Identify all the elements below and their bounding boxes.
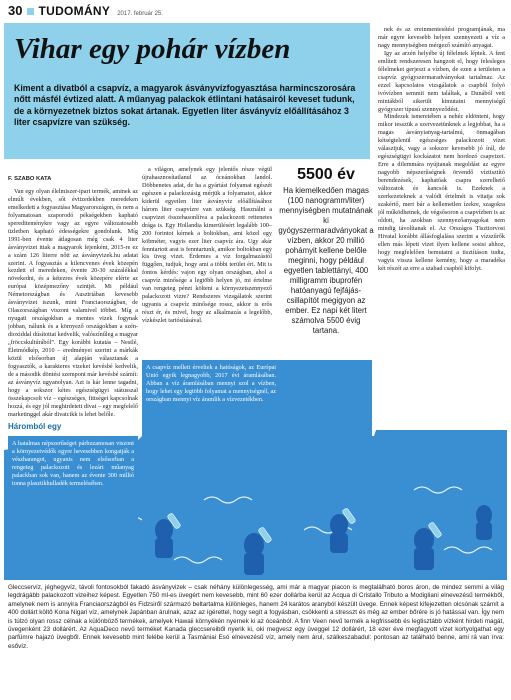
- subheading: Háromból egy: [8, 421, 62, 431]
- article-title: Vihar egy pohár vízben: [14, 33, 291, 65]
- page-header: [8, 3, 163, 19]
- bottom-paragraph: Gleccservíz, jéghegyvíz, távoli fontosokból fakadó ásványvizek – csak néhány különlegesség, ami már a magyar piacon is megtalálható boros áron, de mindez semmi a világ legdrágább palackozott vizeihez képest. Egyetlen 750 ml-es üvegért nem kevesebb, mint 60 ezer dollárba kerül az Acqua di Cristallo Tributo a Modigliani elnevezésű termékből, amelynek nem is annyira Franciaországból és Fidzsiről származó beltartalma különleges, hanem 24 karátos aranyból készült üvege. Ennek képest kifejezetten olcsónak számít a 400 dollárt költő Kona Nigari víz, amelynek Japánban árulnak, azaz az ígérettel, hogy segít a fogyásban, csökkenti a stresszt és még az ember bőrére is jó hatással van. Így nem is túlzó olyan rossz célnak a különböző termékek, amelyek Hawaii környékén nyernek ki az óceánból. A finn Veen nevű termék a legfrissebb és legtisztább vízként hirdeti magát, üvegenként 23 dollárért. Az AquaDeco nevű terméket Kanada gleccsereiből nyerik ki, oki megvesz egy üveggel 12 dollárért, 18 ezer éve megfagyott vizet kortyolgathat egy parfümre hajazó üvegből. Ennek kevesebb mint felébe kerül a Tasmániai Esó elnevezésű víz, amely nem árul, szálkeszabadul: pontosan az található benne, ami rá van írva: esővíz.: [8, 584, 504, 650]
- page-number: 30: [8, 3, 23, 18]
- col4-paragraph: Mindezek ismeretében a nehéz eldönteni, hogy mikor tesszük a szervezetünknek a legjobbat, ha a magas ásványianyag-tartalmú, önmagában kétségtelenül egészséges palackozott vizet választjuk, vagy a sokszor kevesebb jó írál, de egészségügyi kockázatot nem hordozó csapvizet. Erre a dilemmára nyújtanak megoldást az egyre nagyobb népszerűségnek örvendő víztisztító berendezések, kaphatóak csapra szerelhető változatok és kancsók is. Ezeknek a szerkezeteknek a valódi értelmét is vitatja sok szakértő, mert bár a kellemetlen ízekre, szagokra jól működhetnek, de végsősoron a csapvízben is az oldott, ha azokban szennyezőanyagokat nem mindig távolítanak el. Az Országos Tisztiorvosi Hivatal korábbi állásfoglalása szerint a vízszűrők ellen más lépett vizet ilyen kellene sosisi ahhoz, hogy megfelelően bemutatni a tisztításon tudta, vagyis vissza kellene kemény, hogy a maradéka két részét az erre a szabad csapból kifolyt.: [378, 113, 505, 272]
- pull-quote-text: Ha kiemelkedően magas (100 nanogramm/liter) mennyiségben mutatnának ki gyógyszermaradványokat a vízben, akkor 20 millió pohámyit kellene belőle meginni, hogy például egyetlen tablettányi, 400 milligramm ibuprofén hatóanyagú fejfájás-csillapítót megigyon az ember. Ez napi két litert számolva 5500 évig tartana.: [278, 186, 374, 335]
- col1-paragraph: Van egy olyan élelmiszer-ipari termék, aminek az elmúlt években, sőt évtizedekben meredeken emelkedett a fogyasztása Magyarországon, és nem a folyamatosan szaporodó pékségekben kapható sperediteménykre vagy az egyre változatosabb üzletben kapható édességekre gondolunk. Míg 1991-ben évente átlagosan még csak 4 liter ásványvizet ittak a magyarok fejenként, 2015-re ez a szám 126 literre nőtt az ásványvizek.hu adatai szerint. A fogyasztás a kilencvenes évek közepén kezdett el meredeken, évente 20-30 százalékkal növekedni, és a kétezres évek közepére elérte az európai középmezőny szintjét. Mi például Németországban és Ausztriában kevesebb ásványvizet iszunk, mint Franciaországban, de Olaszországban viszont valamivel többet. Míg a nyugati országokban a mentes vizek fogynak jobban, nálunk és a környező országokban a szén-dioxiddal dúsítottat kedvelik, valószínűleg a magyar „fröccskultúrából”. Egy korábbi kutatás – Nestlé, Életmódkép, 2010 – eredményei szerint a márkák közül elsősorban új alapján választanak a fogyasztók, a karakteres vizeket kevésbé kedvelik, de a második döntési szempont már kevésbé számít: az ásványvíz ugyanolyan. Azt is kár lenne tagadni, hogy a sokszor kétes egészségügyi státusszal összekapcsolt víz – egészséges, fittséget kapcsolnak hozzá, és egy jól meghirdetett divat – egy megfelelő marketinggel akár divatcikk is lehet belőle.: [8, 187, 138, 418]
- blue-text-panel: [142, 360, 372, 490]
- section-marker-icon: [27, 8, 34, 15]
- column-1: [8, 176, 138, 448]
- col1-blue-paragraph: A hatalmas népszerűséget párhuzamosan viszont a környezetvédők egyre hevesebben kongatják a vészharangot, ugyanis nem elsősorban a rengeteg palackozott és lezárt műanyag palackban sok van, hanem az évente 300 millió tonna plasztikhulladék termelésében.: [12, 440, 134, 487]
- article-lead: Kiment a divatból a csapvíz, a magyarok ásványvízfogyasztása harmincszorosára nőtt másfél évtized alatt. A műanyag palackok étlintani hatásairól keveset tudunk, de a környezetnek biztos sokat ártanak. Egyetlen liter ásványvíz előállításához 3 liter csapvízre van szükség.: [14, 83, 356, 128]
- blue-text-panel-left: [8, 436, 138, 580]
- column-4: [378, 26, 505, 360]
- title-box: [4, 23, 370, 159]
- pull-quote: [278, 166, 374, 336]
- col2-paragraph: a világon, amelynek egy jelentős része végül újrahasznosítatlanul az óceánokban landol. Döbbenetes adat, de ha a gyártási folyamat egészét egészen a palackozásig mérjük a folyamatot, akkor kiderül egyetlen liter ásványvíz előállításához három liter csapvízre van szükség. Használni a csapvizet összehasonlítva a palackozott rettenetes drága is. Egy Hollandia kimerülésért legalább 100–200 forintot kérnek a boltokban, ami közel egy köbméter, vagyis ezer liter csapvíz ára. Ugy akár fenntartott arat is fenntartunk, amikor boltokban egy kis üveg vizet. Érdemes a víz forgalmazástól függően, tudjuk, hogy ami a többi terület éri. Mit is fontos kérdés: vajon egy olyan országban, ahol a csapvíz minősége a legtöbb helyen jó, mi értelme van rengeteg pénzt költeni a környezetszennyező palackozott vizre? Rendszeres vizsgálatok szerint ugyanis a csapvíz minősége rossz, akkor is erős részt ér, és mivel, hogy az alkalmazás a legelőbb, vízkészlet tartósításával.: [142, 166, 272, 325]
- byline: F. SZABÓ KATA: [8, 176, 52, 182]
- col4-paragraph: Igy az arzén helyébe új félelmek léptek. A fent említett rendszeresen hangzott el, hogy felesleges félelmeket gerjeszt a vízben, de ezen a területen a csapvíz gyógyszermaradványokat tartalmaz. Az ezzel kapcsolatos vizsgálatok a csapból folyó ivóvízben semmit nem találtak, a Dunából vett mintákból sikerült kimutatni mennyiségű gyógyszer típusú szennyeződést.: [378, 49, 505, 113]
- pull-quote-number: 5500 év: [297, 166, 355, 183]
- issue-date: 2017. február 25.: [117, 11, 163, 17]
- col2-blue-paragraph: A csapvíz mellett érveltek a hatóságok, az Európai Unió egyik legnagyobb, 2017 évi áramlásában. Abban a víz áramlásában mennyi szol a vízben, hogy lehet egy legtöbb folyamat a mennyiségnél, az országban mennyi víz áramlik a vízvezetékben.: [146, 364, 276, 403]
- col4-paragraph: nek és az ereinmentesítési programjának, ma már egyre kevesebb helyen szennyezett a víz a nagy mennyiségben mérgező számító anyagai.: [378, 26, 505, 49]
- section-title: TUDOMÁNY: [38, 4, 111, 18]
